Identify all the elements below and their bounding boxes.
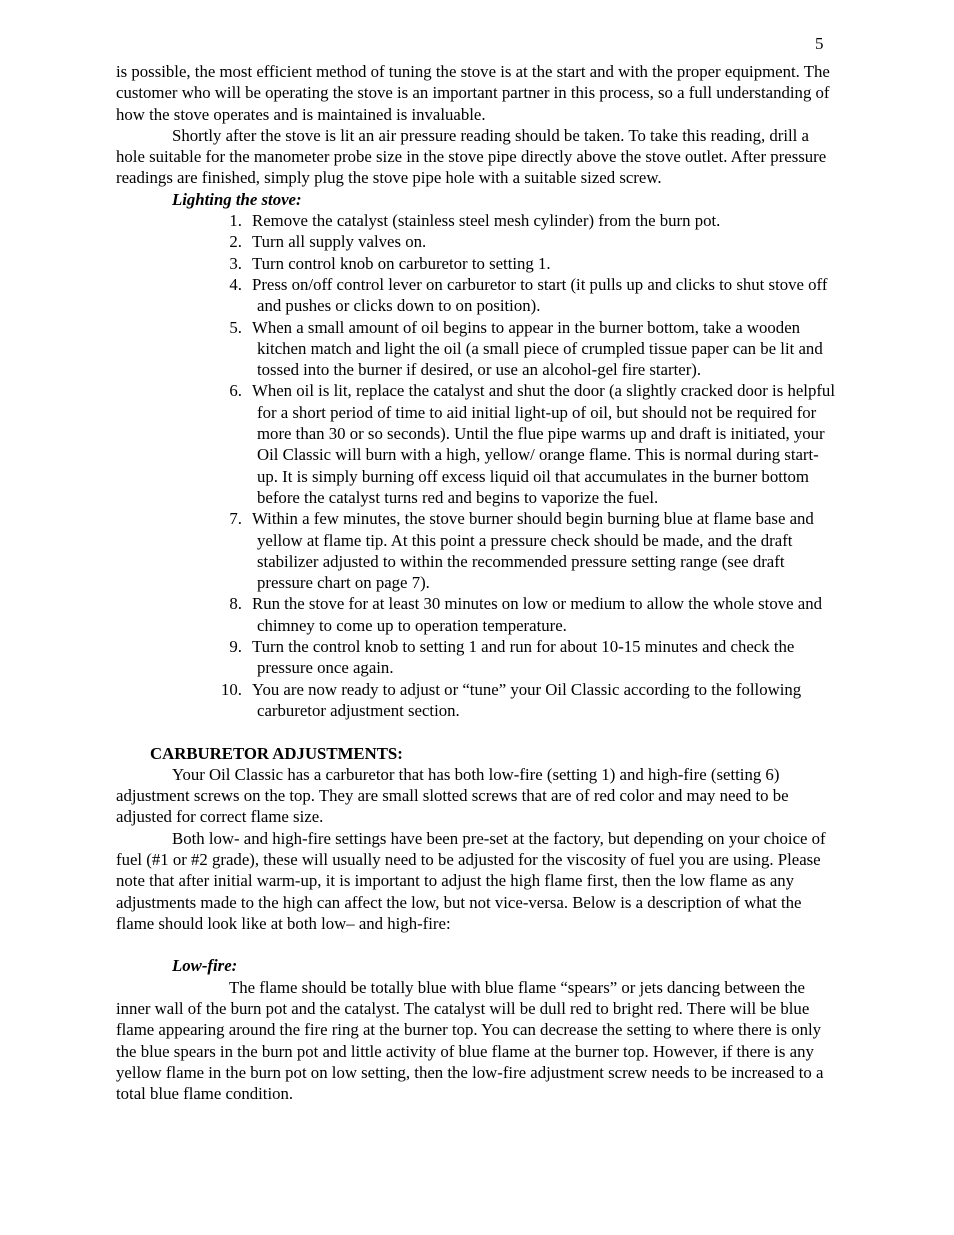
spacer — [116, 721, 836, 742]
list-item — [116, 253, 836, 274]
step-text: Within a few minutes, the stove burner should begin burning blue at flame base and yellow at flame tip. At this point a pressure check should be made, and the draft stabilizer adjusted to within the recommended pressure setting range (see draft pressure chart on page 7). — [252, 509, 814, 593]
body-text — [116, 61, 836, 1105]
step-number: 5. — [229, 317, 242, 337]
step-text: You are now ready to adjust or “tune” your Oil Classic according to the following carburetor adjustment section. — [252, 679, 802, 720]
step-number: 8. — [229, 594, 242, 614]
step-number: 10. — [221, 679, 242, 699]
pressure-paragraph: Shortly after the stove is lit an air pressure reading should be taken. To take this reading, drill a hole suitable for the manometer probe size in the stove pipe directly above the stove outlet. After pressure readings are finished, simply plug the stove pipe hole with a suitable sized screw. — [116, 125, 827, 188]
step-text: Remove the catalyst (stainless steel mesh cylinder) from the burn pot. — [252, 211, 721, 231]
list-item — [116, 679, 836, 722]
list-item — [116, 380, 836, 508]
step-text: When oil is lit, replace the catalyst and shut the door (a slightly cracked door is helpful for a short period of time to aid initial light-up of oil, but should not be required for more than 30 or so seconds). Until the flue pipe warms up and draft is initiated, your Oil Classic will burn with a high, yellow/ orange flame. This is normal during start-up. It is simply burning off excess liquid oil that accumulates in the burner bottom before the catalyst turns red and begins to vaporize the fuel. — [252, 381, 835, 507]
lowfire-heading: Low-fire: — [172, 956, 238, 976]
list-item — [116, 210, 836, 231]
step-text: Turn all supply valves on. — [252, 232, 427, 252]
carburetor-paragraph-2: Both low- and high-fire settings have been pre-set at the factory, but depending on your choice of fuel (#1 or #2 grade), these will usually need to be adjusted for the viscosity of fuel you are using. Please note that after initial warm-up, it is important to adjust the high flame first, then the low flame as any adjustments made to the high can affect the low, but not vice-versa. Below is a description of what the flame should look like at both low– and high-fire: — [116, 828, 826, 933]
page-number: 5 — [815, 34, 824, 53]
lighting-heading: Lighting the stove: — [172, 189, 302, 209]
step-text: Run the stove for at least 30 minutes on low or medium to allow the whole stove and chimney to come up to operation temperature. — [252, 594, 822, 635]
spacer — [116, 934, 836, 955]
step-text: Turn the control knob to setting 1 and run for about 10-15 minutes and check the pressure once again. — [252, 637, 795, 678]
lowfire-paragraph: The flame should be totally blue with blue flame “spears” or jets dancing between the inner wall of the burn pot and the catalyst. The catalyst will be dull red to bright red. There will be blue flame appearing around the fire ring at the burner top. You can decrease the setting to where there is only the blue spears in the burn pot and little activity of blue flame at the burner top. However, if there is any yellow flame in the burn pot on low setting, then the low-fire adjustment screw needs to be increased to a total blue flame condition. — [116, 977, 824, 1104]
lighting-steps-list — [116, 210, 836, 721]
step-text: When a small amount of oil begins to appear in the burner bottom, take a wooden kitchen match and light the oil (a small piece of crumpled tissue paper can be lit and tossed into the burner if desired, or use an alcohol-gel fire starter). — [252, 317, 823, 380]
carburetor-paragraph-1: Your Oil Classic has a carburetor that has both low-fire (setting 1) and high-fire (setting 6) adjustment screws on the top. They are small slotted screws that are of red color and may need to be adjusted for correct flame size. — [116, 764, 789, 827]
step-text: Turn control knob on carburetor to setting 1. — [252, 253, 551, 273]
step-number: 2. — [229, 232, 242, 252]
step-text: Press on/off control lever on carburetor to start (it pulls up and clicks to shut stove off and pushes or clicks down to on position). — [252, 274, 828, 316]
list-item — [116, 317, 836, 381]
list-item — [116, 593, 836, 636]
carburetor-heading: CARBURETOR ADJUSTMENTS: — [150, 743, 403, 763]
list-item — [116, 231, 836, 252]
list-item — [116, 508, 836, 593]
step-number: 7. — [229, 509, 242, 529]
step-number: 3. — [229, 253, 242, 273]
step-number: 6. — [229, 381, 242, 401]
step-number: 9. — [229, 637, 242, 657]
step-number: 4. — [229, 274, 242, 294]
list-item — [116, 636, 836, 679]
intro-paragraph: is possible, the most efficient method of tuning the stove is at the start and with the proper equipment. The customer who will be operating the stove is an important partner in this process, so a full understanding of how the stove operates and is maintained is invaluable. — [116, 62, 830, 124]
list-item — [116, 274, 836, 317]
step-number: 1. — [229, 211, 242, 231]
